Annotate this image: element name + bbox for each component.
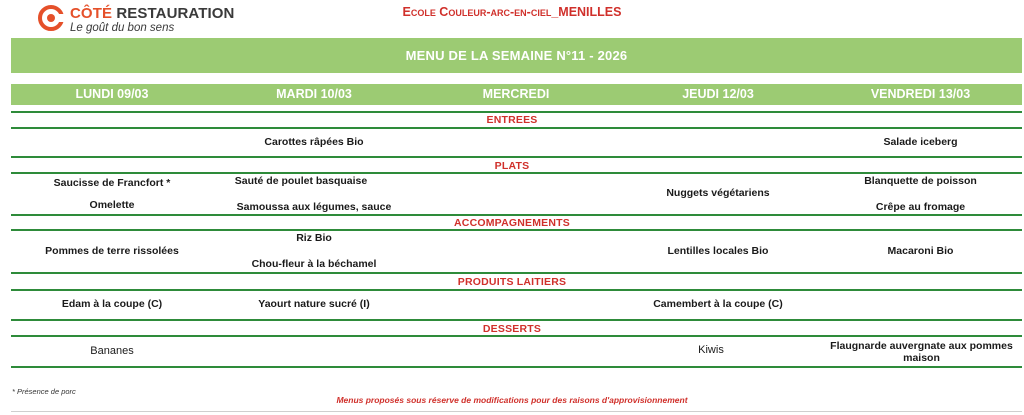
divider [11, 411, 1022, 412]
entree-friday: Salade iceberg [883, 136, 958, 148]
section-plats: PLATS [494, 160, 530, 172]
accompagnement-tuesday-2: Chou-fleur à la béchamel [251, 258, 377, 270]
laitier-thursday: Camembert à la coupe (C) [653, 298, 783, 310]
accompagnement-tuesday-1: Riz Bio [296, 232, 332, 244]
day-thursday: JEUDI 12/03 [682, 87, 754, 101]
plat-monday-1: Saucisse de Francfort * [53, 177, 171, 189]
accompagnement-monday: Pommes de terre rissolées [45, 245, 179, 257]
dessert-thursday: Kiwis [698, 344, 724, 356]
brand-name: CÔTÉ RESTAURATION [70, 5, 235, 22]
school-name: Ecole Couleur-arc-en-ciel_MENILLES [402, 5, 622, 19]
day-header-row [11, 84, 1022, 105]
entree-tuesday: Carottes râpées Bio [264, 136, 364, 148]
plat-tuesday-1: Sauté de poulet basquaise [234, 175, 368, 187]
laitier-monday: Edam à la coupe (C) [61, 298, 163, 310]
dessert-monday: Bananes [90, 345, 134, 357]
day-friday: VENDREDI 13/03 [870, 87, 971, 101]
week-banner [11, 38, 1022, 73]
section-laitiers: PRODUITS LAITIERS [457, 276, 567, 288]
accompagnement-friday: Macaroni Bio [887, 245, 954, 257]
week-title: MENU DE LA SEMAINE N°11 - 2026 [405, 48, 628, 63]
divider [11, 319, 1022, 321]
divider [11, 366, 1022, 368]
dessert-friday: Flaugnarde auvergnate aux pommes maison [830, 340, 1013, 364]
section-accompagnements: ACCOMPAGNEMENTS [454, 217, 570, 229]
section-desserts: DESSERTS [482, 323, 542, 335]
divider [11, 156, 1022, 158]
divider [11, 127, 1022, 129]
plat-monday-2: Omelette [89, 199, 135, 211]
divider [11, 272, 1022, 274]
divider [11, 289, 1022, 291]
plat-thursday: Nuggets végétariens [666, 187, 770, 199]
plat-tuesday-2: Samoussa aux légumes, sauce [236, 201, 392, 213]
plat-friday-1: Blanquette de poisson [864, 175, 977, 187]
divider [11, 172, 1022, 174]
supply-disclaimer: Menus proposés sous réserve de modifications pour des raisons d'approvisionnement [336, 395, 688, 405]
accompagnement-thursday: Lentilles locales Bio [667, 245, 769, 257]
day-wednesday: MERCREDI [482, 87, 550, 101]
divider [11, 214, 1022, 216]
divider [11, 229, 1022, 231]
laitier-tuesday: Yaourt nature sucré (I) [258, 298, 370, 310]
divider [11, 335, 1022, 337]
pork-footnote: * Présence de porc [12, 387, 76, 396]
plat-friday-2: Crêpe au fromage [875, 201, 966, 213]
day-monday: LUNDI 09/03 [75, 87, 149, 101]
section-entrees: ENTREES [486, 114, 538, 126]
day-tuesday: MARDI 10/03 [276, 87, 352, 101]
divider [11, 111, 1022, 113]
brand-tagline: Le goût du bon sens [70, 22, 175, 34]
